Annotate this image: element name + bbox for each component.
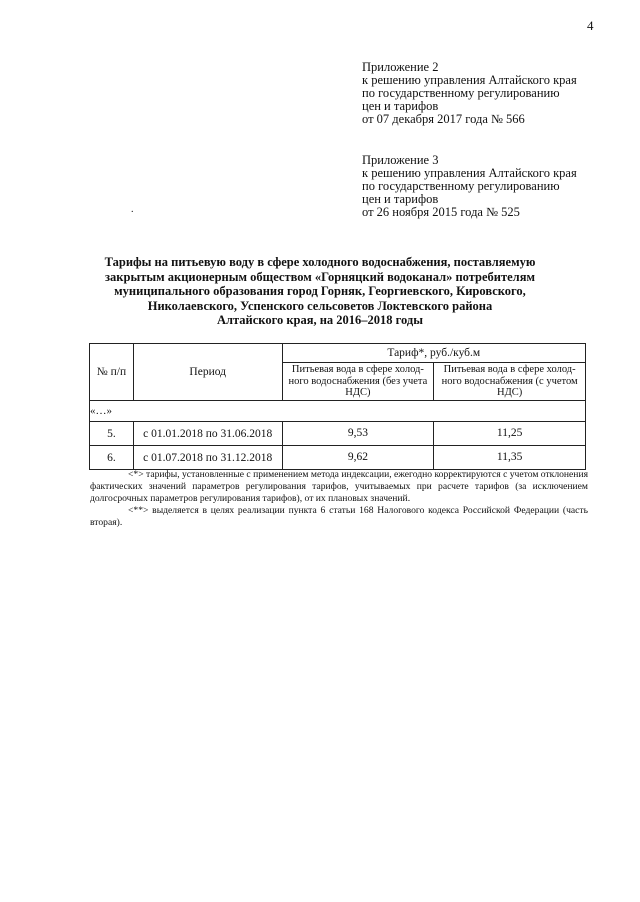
row-tariff-without-vat: 9,53 xyxy=(282,422,434,446)
header-with-vat: Питьевая вода в сфере холод-ного водоснабжения (с учетом НДС) xyxy=(434,363,586,401)
stray-mark: . xyxy=(131,204,134,215)
appendix-2-line: от 07 декабря 2017 года № 566 xyxy=(362,112,525,126)
header-period: Период xyxy=(133,344,282,401)
row-tariff-with-vat: 11,25 xyxy=(434,422,586,446)
document-title xyxy=(80,255,560,328)
header-without-vat: Питьевая вода в сфере холод-ного водоснабжения (без учета НДС) xyxy=(282,363,434,401)
ellipsis-cell: «…» xyxy=(90,401,586,422)
row-period: с 01.01.2018 по 31.06.2018 xyxy=(133,422,282,446)
appendix-3-line: к решению управления Алтайского края xyxy=(362,166,577,180)
header-tariff: Тариф*, руб./куб.м xyxy=(282,344,585,363)
title-line: муниципального образования город Горняк, Георгиевского, Кировского, xyxy=(114,284,526,298)
row-num: 5. xyxy=(90,422,134,446)
footnotes xyxy=(90,469,588,529)
title-line: закрытым акционерным обществом «Горняцкий водоканал» потребителям xyxy=(105,269,535,284)
table-row xyxy=(90,446,586,470)
header-num: № п/п xyxy=(90,344,134,401)
appendix-2-line: по государственному регулированию xyxy=(362,86,560,100)
row-tariff-without-vat: 9,62 xyxy=(282,446,434,470)
row-tariff-with-vat: 11,35 xyxy=(434,446,586,470)
title-line: Алтайского края, на 2016–2018 годы xyxy=(216,313,424,327)
row-num: 6. xyxy=(90,446,134,470)
table-header-row xyxy=(90,344,586,363)
table-ellipsis-row xyxy=(90,401,586,422)
appendix-3-line: по государственному регулированию xyxy=(362,179,560,193)
table-row xyxy=(90,422,586,446)
appendix-3-line: Приложение 3 xyxy=(362,153,439,167)
footnote-2: <**> выделяется в целях реализации пункта 6 статьи 168 Налогового кодекса Российской Федерации (часть вторая). xyxy=(90,505,588,528)
tariffs-table xyxy=(89,343,586,470)
title-line: Николаевского, Успенского сельсоветов Локтевского района xyxy=(147,298,493,313)
appendix-3-line: цен и тарифов xyxy=(362,192,439,206)
appendix-3-header xyxy=(362,154,622,219)
row-period: с 01.07.2018 по 31.12.2018 xyxy=(133,446,282,470)
appendix-2-line: Приложение 2 xyxy=(362,60,439,74)
appendix-2-header xyxy=(362,61,622,126)
title-line: Тарифы на питьевую воду в сфере холодного водоснабжения, поставляемую xyxy=(104,255,536,269)
appendix-3-line: от 26 ноября 2015 года № 525 xyxy=(362,205,520,219)
footnote-1: <*> тарифы, установленные с применением метода индексации, ежегодно корректируются с учетом отклонения фактических значений параметров регулирования тарифов, учитываемых при расчете тарифов (за исключением долгосрочных параметров регулирования тарифов), от их плановых значений. xyxy=(90,469,588,504)
page-number: 4 xyxy=(587,18,594,33)
appendix-2-line: цен и тарифов xyxy=(362,99,439,113)
appendix-2-line: к решению управления Алтайского края xyxy=(362,73,577,87)
